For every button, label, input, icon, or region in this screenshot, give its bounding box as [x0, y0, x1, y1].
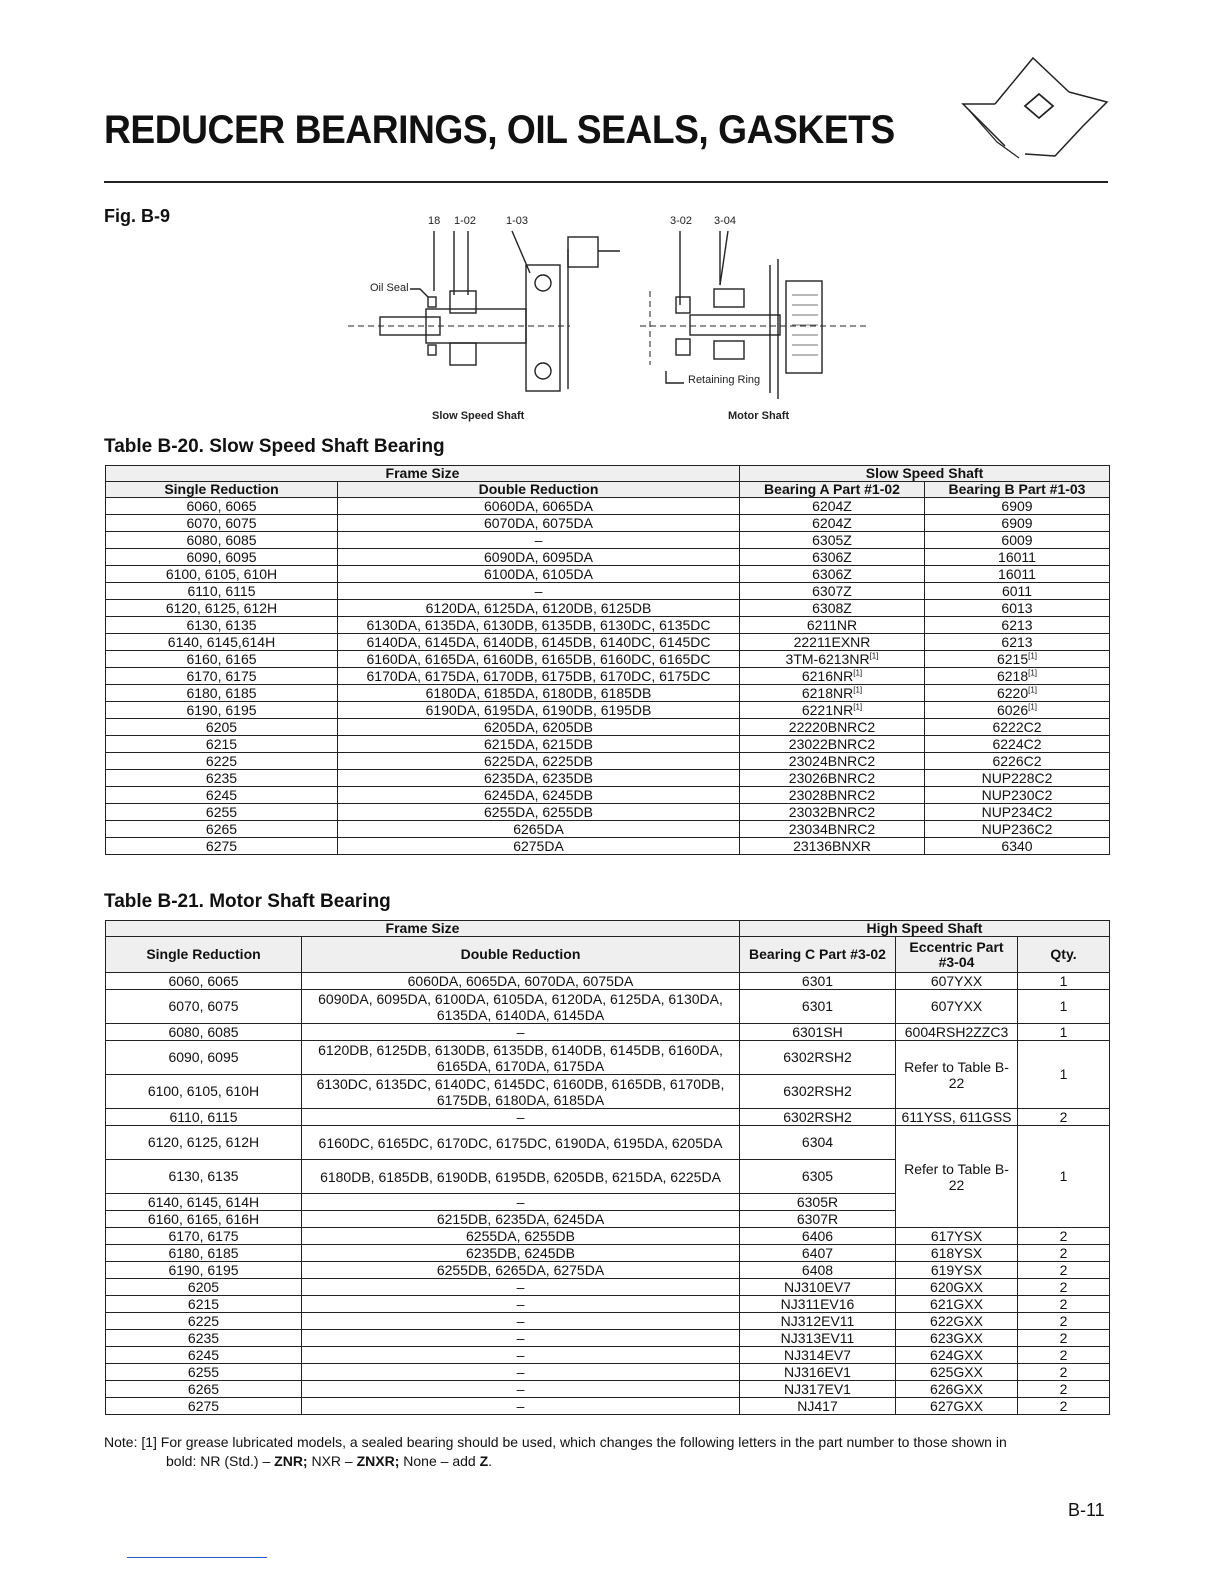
table-row: 6100, 6105, 610H 6130DC, 6135DC, 6140DC, 6145DC, 6160DB, 6165DB, 6170DB, 6175DB, 6180DA, 6185DA 6302RSH2	[106, 1075, 1110, 1109]
bearing-diagram	[340, 205, 880, 427]
table-row: 6225 – NJ312EV11 622GXX 2	[106, 1313, 1110, 1330]
footnote-mark: [1]	[1028, 650, 1038, 660]
table-row: 6060, 6065 6060DA, 6065DA 6204Z 6909	[106, 498, 1110, 515]
refer-table-b22: Refer to Table B-22	[896, 1041, 1018, 1109]
page-title: REDUCER BEARINGS, OIL SEALS, GASKETS	[104, 108, 895, 152]
refer-table-b22: Refer to Table B-22	[896, 1126, 1018, 1228]
table-row: 6275 – NJ417 627GXX 2	[106, 1398, 1110, 1415]
table-row: 6090, 6095 6090DA, 6095DA 6306Z 16011	[106, 549, 1110, 566]
bearing-a-header: Bearing A Part #1-02	[740, 482, 925, 498]
table-row: 6100, 6105, 610H 6100DA, 6105DA 6306Z 16011	[106, 566, 1110, 583]
retaining-ring-label: Retaining Ring	[688, 374, 761, 386]
table-row: 6170, 6175 6170DA, 6175DA, 6170DB, 6175DB, 6170DC, 6175DC 6216NR[1] 6218[1]	[106, 668, 1110, 685]
table-row: 6235 6235DA, 6235DB 23026BNRC2 NUP228C2	[106, 770, 1110, 787]
bearing-b-header: Bearing B Part #1-03	[925, 482, 1110, 498]
figure-label: Fig. B-9	[104, 206, 170, 226]
table-row: 6120, 6125, 612H 6120DA, 6125DA, 6120DB, 6125DB 6308Z 6013	[106, 600, 1110, 617]
single-reduction-header: Single Reduction	[106, 482, 338, 498]
table-row: 6255 – NJ316EV1 625GXX 2	[106, 1364, 1110, 1381]
table-b20-caption: Table B-20. Slow Speed Shaft Bearing	[104, 436, 445, 457]
footnote-mark: [1]	[1028, 667, 1038, 677]
callout-1-03: 1-03	[506, 215, 529, 227]
double-reduction-header: Double Reduction	[302, 937, 740, 973]
footnote-mark: [1]	[1028, 684, 1038, 694]
table-row: 6245 – NJ314EV7 624GXX 2	[106, 1347, 1110, 1364]
table-row: 6255 6255DA, 6255DB 23032BNRC2 NUP234C2	[106, 804, 1110, 821]
table-row: 6160, 6165 6160DA, 6165DA, 6160DB, 6165DB, 6160DC, 6165DC 3TM-6213NR[1] 6215[1]	[106, 651, 1110, 668]
table-row: 6140, 6145,614H 6140DA, 6145DA, 6140DB, 6145DB, 6140DC, 6145DC 22211EXNR 6213	[106, 634, 1110, 651]
single-reduction-header: Single Reduction	[106, 937, 302, 973]
table-b21	[105, 920, 1110, 1415]
table-row: 6170, 6175 6255DA, 6255DB 6406 617YSX 2	[106, 1228, 1110, 1245]
qty-header: Qty.	[1018, 937, 1110, 973]
note-line-2: bold: NR (Std.) – ZNR; NXR – ZNXR; None – add Z.	[166, 1453, 493, 1469]
table-row: 6140, 6145, 614H – 6305R	[106, 1194, 1110, 1211]
table-row: 6180, 6185 6235DB, 6245DB 6407 618YSX 2	[106, 1245, 1110, 1262]
table-row: 6235 – NJ313EV11 623GXX 2	[106, 1330, 1110, 1347]
table-b21-caption: Table B-21. Motor Shaft Bearing	[104, 891, 391, 912]
slow-speed-shaft-header: Slow Speed Shaft	[740, 466, 1110, 482]
table-row: 6160, 6165, 616H 6215DB, 6235DA, 6245DA 6307R	[106, 1211, 1110, 1228]
table-row: 6245 6245DA, 6245DB 23028BNRC2 NUP230C2	[106, 787, 1110, 804]
table-row: 6205 6205DA, 6205DB 22220BNRC2 6222C2	[106, 719, 1110, 736]
callout-3-02: 3-02	[670, 215, 693, 227]
table-row: 6265 – NJ317EV1 626GXX 2	[106, 1381, 1110, 1398]
table-row: 6080, 6085 – 6305Z 6009	[106, 532, 1110, 549]
double-reduction-header: Double Reduction	[338, 482, 740, 498]
table-row: 6110, 6115 – 6302RSH2 611YSS, 611GSS 2	[106, 1109, 1110, 1126]
note-line-1: Note: [1] For grease lubricated models, a sealed bearing should be used, which changes the following letters in the part number to those shown in	[104, 1434, 1007, 1450]
bottom-link-line	[127, 1557, 267, 1558]
footnote	[104, 1433, 1108, 1471]
table-row: 6120, 6125, 612H 6160DC, 6165DC, 6170DC, 6175DC, 6190DA, 6195DA, 6205DA 6304 Refer to Table B-22 1	[106, 1126, 1110, 1160]
table-row: 6215 6215DA, 6215DB 23022BNRC2 6224C2	[106, 736, 1110, 753]
table-b20	[105, 465, 1110, 855]
table-row: 6090, 6095 6120DB, 6125DB, 6130DB, 6135DB, 6140DB, 6145DB, 6160DA, 6165DA, 6170DA, 6175DA 6302RSH2 Refer to Table B-22 1	[106, 1041, 1110, 1075]
table-row: 6225 6225DA, 6225DB 23024BNRC2 6226C2	[106, 753, 1110, 770]
frame-size-header: Frame Size	[106, 466, 740, 482]
motor-shaft-caption: Motor Shaft	[728, 410, 790, 422]
callout-18: 18	[428, 215, 441, 227]
table-row: 6180, 6185 6180DA, 6185DA, 6180DB, 6185DB 6218NR[1] 6220[1]	[106, 685, 1110, 702]
eccentric-header: Eccentric Part #3-04	[896, 937, 1018, 973]
table-row: 6070, 6075 6090DA, 6095DA, 6100DA, 6105DA, 6120DA, 6125DA, 6130DA, 6135DA, 6140DA, 6145DA 6301 607YXX 1	[106, 990, 1110, 1024]
table-row: 6215 – NJ311EV16 621GXX 2	[106, 1296, 1110, 1313]
footnote-mark: [1]	[853, 667, 863, 677]
table-row: 6130, 6135 6130DA, 6135DA, 6130DB, 6135DB, 6130DC, 6135DC 6211NR 6213	[106, 617, 1110, 634]
callout-1-02: 1-02	[454, 215, 477, 227]
bearing-c-header: Bearing C Part #3-02	[740, 937, 896, 973]
table-row: 6275 6275DA 23136BNXR 6340	[106, 838, 1110, 855]
table-row: 6130, 6135 6180DB, 6185DB, 6190DB, 6195DB, 6205DB, 6215DA, 6225DA 6305	[106, 1160, 1110, 1194]
high-speed-shaft-header: High Speed Shaft	[740, 921, 1110, 937]
table-row: 6110, 6115 – 6307Z 6011	[106, 583, 1110, 600]
page-number: B-11	[1068, 1500, 1105, 1520]
header-rule	[104, 181, 1108, 183]
footnote-mark: [1]	[1028, 701, 1038, 711]
footnote-mark: [1]	[853, 701, 863, 711]
footnote-mark: [1]	[853, 684, 863, 694]
table-row: 6060, 6065 6060DA, 6065DA, 6070DA, 6075DA 6301 607YXX 1	[106, 973, 1110, 990]
callout-3-04: 3-04	[714, 215, 737, 227]
table-row: 6070, 6075 6070DA, 6075DA 6204Z 6909	[106, 515, 1110, 532]
table-row: 6205 – NJ310EV7 620GXX 2	[106, 1279, 1110, 1296]
table-row: 6080, 6085 – 6301SH 6004RSH2ZZC3 1	[106, 1024, 1110, 1041]
slow-speed-shaft-caption: Slow Speed Shaft	[432, 410, 525, 422]
frame-size-header: Frame Size	[106, 921, 740, 937]
table-row: 6190, 6195 6190DA, 6195DA, 6190DB, 6195DB 6221NR[1] 6026[1]	[106, 702, 1110, 719]
footnote-mark: [1]	[869, 650, 879, 660]
oil-seal-label: Oil Seal	[370, 282, 409, 294]
diamond-logo-icon	[955, 46, 1115, 176]
table-row: 6190, 6195 6255DB, 6265DA, 6275DA 6408 619YSX 2	[106, 1262, 1110, 1279]
table-row: 6265 6265DA 23034BNRC2 NUP236C2	[106, 821, 1110, 838]
